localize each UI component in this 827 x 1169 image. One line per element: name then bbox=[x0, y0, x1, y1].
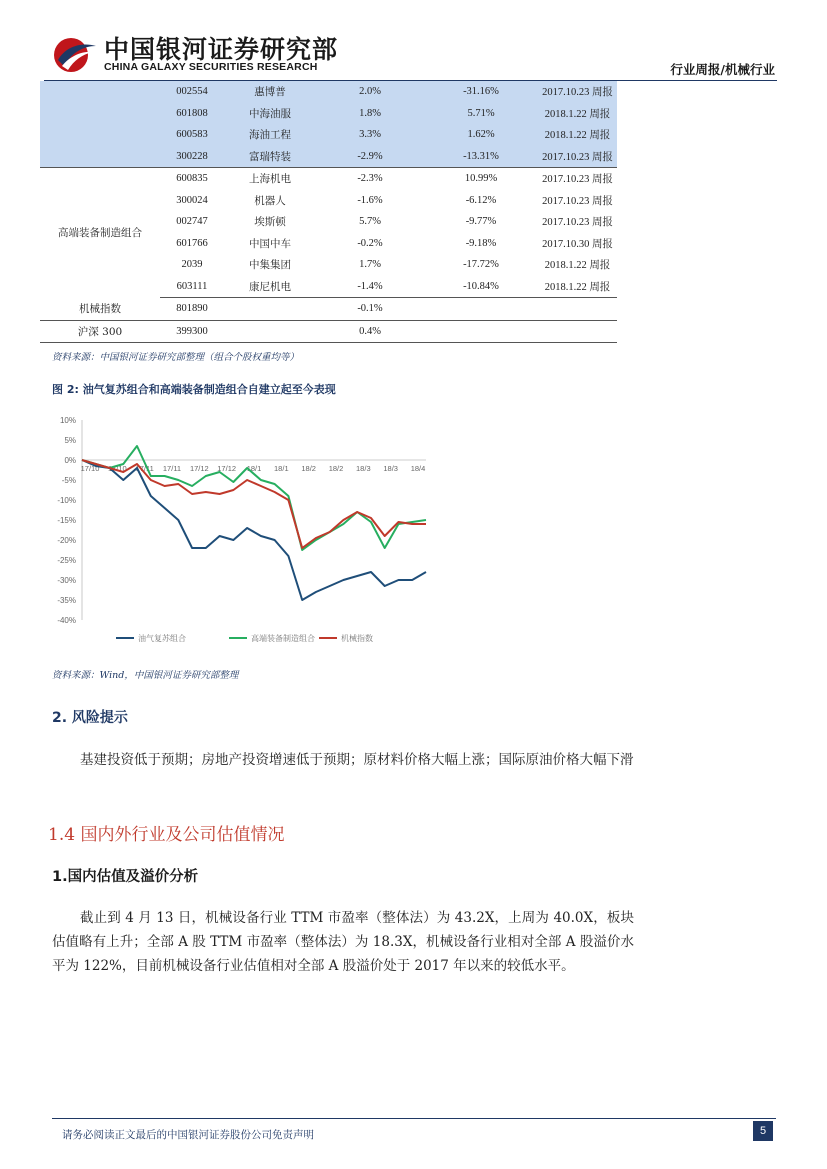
table-row bbox=[40, 81, 617, 103]
stock-code: 603111 bbox=[160, 276, 224, 298]
y-tick-label: 5% bbox=[64, 436, 76, 445]
added-date: 2018.1.22 周报 bbox=[538, 103, 617, 125]
added-date: 2018.1.22 周报 bbox=[544, 260, 611, 272]
stock-code: 300024 bbox=[176, 194, 208, 206]
group-label: 高端装备制造组合 bbox=[58, 227, 142, 240]
x-tick-label: 18/2 bbox=[301, 464, 316, 473]
weekly-change: -0.2% bbox=[357, 237, 383, 249]
added-date: 2017.10.30 周报 bbox=[542, 238, 613, 250]
page-number: 5 bbox=[753, 1121, 773, 1141]
cumulative-change: -10.84% bbox=[424, 276, 538, 298]
x-tick-label: 18/1 bbox=[274, 464, 289, 473]
weekly-change: -2.9% bbox=[316, 146, 424, 168]
stock-code: 600583 bbox=[160, 124, 224, 146]
risk-paragraph: 基建投资低于预期；房地产投资增速低于预期；原材料价格大幅上涨；国际原油价格大幅下滑 bbox=[80, 752, 634, 768]
index-code: 801890 bbox=[160, 298, 224, 321]
stock-name: 中国中车 bbox=[249, 237, 291, 250]
brand-name-cn: 中国银河证券研究部 bbox=[104, 35, 339, 64]
added-date: 2018.1.22 周报 bbox=[538, 124, 617, 146]
stock-code: 002554 bbox=[160, 81, 224, 103]
stock-name: 埃斯顿 bbox=[254, 216, 286, 229]
cumulative-change: 1.62% bbox=[424, 124, 538, 146]
stock-name: 中集集团 bbox=[249, 259, 291, 272]
weekly-change: 0.4% bbox=[316, 320, 424, 343]
y-tick-label: -10% bbox=[57, 496, 76, 505]
footer-divider bbox=[52, 1118, 776, 1119]
y-tick-label: -40% bbox=[57, 616, 76, 625]
chart-source-note: 资料来源：Wind，中国银河证券研究部整理 bbox=[52, 670, 239, 681]
stock-name: 机器人 bbox=[254, 194, 286, 207]
stock-name: 富瑞特装 bbox=[224, 146, 316, 168]
y-tick-label: -20% bbox=[57, 536, 76, 545]
galaxy-logo-icon bbox=[52, 36, 98, 74]
weekly-change: 1.7% bbox=[359, 259, 381, 271]
table-row bbox=[40, 103, 617, 125]
added-date: 2017.10.23 周报 bbox=[542, 195, 613, 207]
weekly-change: -1.4% bbox=[316, 276, 424, 298]
x-tick-label: 17/10 bbox=[107, 464, 127, 473]
portfolio-table bbox=[40, 81, 617, 343]
weekly-change: -0.1% bbox=[316, 298, 424, 321]
y-tick-label: -5% bbox=[61, 476, 76, 485]
weekly-change: 5.7% bbox=[359, 216, 381, 228]
x-tick-label: 17/12 bbox=[217, 464, 237, 473]
cumulative-change: -9.18% bbox=[465, 237, 497, 249]
weekly-change: -2.3% bbox=[357, 173, 383, 185]
stock-name: 惠博普 bbox=[224, 81, 316, 103]
cumulative-change: -31.16% bbox=[424, 81, 538, 103]
report-type-label: 行业周报/机械行业 bbox=[670, 62, 775, 77]
y-tick-label: -25% bbox=[57, 556, 76, 565]
x-tick-label: 17/10 bbox=[80, 464, 100, 473]
weekly-change: -1.6% bbox=[357, 194, 383, 206]
x-tick-label: 18/3 bbox=[383, 464, 398, 473]
cumulative-change: -6.12% bbox=[465, 194, 497, 206]
x-tick-label: 18/3 bbox=[356, 464, 371, 473]
legend-label: 高端装备制造组合 bbox=[251, 634, 315, 643]
cumulative-change: -17.72% bbox=[463, 259, 499, 271]
stock-name: 上海机电 bbox=[249, 173, 291, 186]
stock-name: 康尼机电 bbox=[224, 276, 316, 298]
stock-code: 300228 bbox=[160, 146, 224, 168]
brand-name-en: CHINA GALAXY SECURITIES RESEARCH bbox=[104, 61, 318, 73]
y-tick-label: -30% bbox=[57, 576, 76, 585]
x-tick-label: 17/11 bbox=[162, 464, 182, 473]
added-date: 2017.10.23 周报 bbox=[538, 146, 617, 168]
legend-label: 油气复苏组合 bbox=[138, 634, 186, 643]
y-tick-label: 10% bbox=[59, 416, 76, 425]
weekly-change: 3.3% bbox=[316, 124, 424, 146]
stock-name: 中海油服 bbox=[224, 103, 316, 125]
cumulative-change: -9.77% bbox=[465, 216, 497, 228]
stock-name: 海油工程 bbox=[224, 124, 316, 146]
cumulative-change: 10.99% bbox=[464, 173, 498, 185]
performance-line-chart bbox=[44, 410, 444, 655]
stock-code: 002747 bbox=[176, 216, 208, 228]
figure-title: 图 2: 油气复苏组合和高端装备制造组合自建立起至今表现 bbox=[52, 383, 336, 396]
weekly-change: 1.8% bbox=[316, 103, 424, 125]
subsection-heading: 1.国内估值及溢价分析 bbox=[52, 869, 199, 885]
stock-code: 601766 bbox=[176, 237, 208, 249]
footer-disclaimer: 请务必阅读正文最后的中国银河证券股份公司免责声明 bbox=[62, 1129, 314, 1141]
table-source-note: 资料来源：中国银河证券研究部整理（组合个股权重均等） bbox=[52, 352, 300, 363]
table-row bbox=[40, 298, 617, 321]
index-label: 沪深 300 bbox=[40, 320, 160, 343]
stock-code: 2039 bbox=[181, 259, 203, 271]
x-tick-label: 18/1 bbox=[246, 464, 262, 473]
x-tick-label: 18/2 bbox=[328, 464, 344, 473]
risk-heading: 2. 风险提示 bbox=[52, 710, 128, 726]
y-tick-label: 0% bbox=[64, 456, 76, 465]
table-row bbox=[40, 168, 617, 190]
x-tick-label: 18/4 bbox=[410, 464, 426, 473]
stock-code: 600835 bbox=[176, 173, 208, 185]
added-date: 2018.1.22 周报 bbox=[538, 276, 617, 298]
cumulative-change: -13.31% bbox=[424, 146, 538, 168]
weekly-change: 2.0% bbox=[316, 81, 424, 103]
cumulative-change: 5.71% bbox=[424, 103, 538, 125]
added-date: 2017.10.23 周报 bbox=[542, 217, 613, 229]
table-row bbox=[40, 146, 617, 168]
y-tick-label: -15% bbox=[57, 516, 76, 525]
stock-code: 601808 bbox=[160, 103, 224, 125]
added-date: 2017.10.23 周报 bbox=[538, 81, 617, 103]
table-row bbox=[40, 124, 617, 146]
x-tick-label: 17/11 bbox=[135, 464, 154, 473]
x-tick-label: 17/12 bbox=[189, 464, 209, 473]
index-code: 399300 bbox=[160, 320, 224, 343]
legend-label: 机械指数 bbox=[341, 634, 373, 643]
series-line bbox=[82, 446, 426, 550]
added-date: 2017.10.23 周报 bbox=[542, 174, 613, 186]
section-heading: 1.4 国内外行业及公司估值情况 bbox=[48, 825, 285, 845]
valuation-paragraph: 截止到 4 月 13 日，机械设备行业 TTM 市盈率（整体法）为 43.2X，上周为 40.0X，板块估值略有上升；全部 A 股 TTM 市盈率（整体法）为 18.3X，机械设备行业相对全部 A 股溢价水平为 122%，目前机械设备行业估值相对全部 A 股溢价处于 2017 年以来的较低水平。 bbox=[52, 910, 634, 974]
index-label: 机械指数 bbox=[40, 298, 160, 321]
table-row bbox=[40, 320, 617, 343]
y-tick-label: -35% bbox=[57, 596, 76, 605]
